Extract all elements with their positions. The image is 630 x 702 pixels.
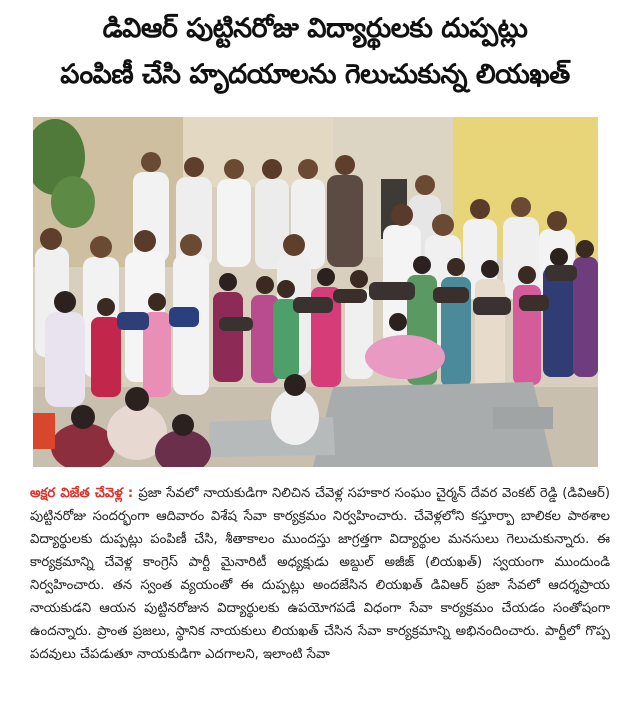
red-container [33, 413, 55, 449]
headline-line-1: డివిఆర్ పుట్టినరోజు విద్యార్థులకు దుప్పట్లు [102, 13, 528, 44]
dateline: అక్షర విజేత చేవెళ్ల : [30, 486, 139, 501]
tree-leaves-lower [51, 176, 95, 228]
group-photo-illustration [33, 117, 598, 467]
article-body [30, 482, 610, 666]
headline-line-2: పంపిణీ చేసి హృదయాలను గెలుచుకున్న లియఖత్ [60, 59, 570, 90]
article-text: ప్రజా సేవలో నాయకుడిగా నిలిచిన చేవెళ్ల సహకార సంఘం చైర్మన్ దేవర వెంకట్ రెడ్డి (డివిఆర్) పుట్టినరోజు సందర్భంగా ఆదివారం విశేష సేవా కార్యక్రమం నిర్వహించారు. చేవెళ్లలోని కస్తూర్బా బాలికల పాఠశాల విద్యార్థులకు దుప్పట్లు పంపిణీ చేసి, శీతాకాలం ముందస్తు జాగ్రత్తగా విద్యార్థుల మనసులు గెలుచుకున్నారు. ఈ కార్యక్రమాన్ని చేవెళ్ల కాంగ్రెస్ పార్టీ మైనారిటీ అధ్యక్షుడు అబ్దుల్ అజీజ్ (లియఖత్) స్వయంగా ముందుండి నిర్వహించారు. తన స్వంత వ్యయంతో ఈ దుప్పట్లు అందజేసిన లియఖత్ డివిఆర్ ప్రజా సేవలో ఆదర్శప్రాయ నాయకుడని ఆయన పుట్టినరోజున విద్యార్థులకు ఉపయోగపడే విధంగా సేవా కార్యక్రమం చేయడం సంతోషంగా ఉందన్నారు. ప్రాంత ప్రజలు, స్థానిక నాయకులు లియఖత్ చేసిన సేవా కార్యక్రమాన్ని అభినందించారు. పార్టీలో గొప్ప పదవులు చేపడుతూ నాయకుడిగా ఎదగాలని, ఇలాంటి సేవా [30, 486, 610, 662]
headline [18, 6, 612, 98]
news-photo [33, 117, 598, 467]
ceiling-area [183, 117, 343, 187]
